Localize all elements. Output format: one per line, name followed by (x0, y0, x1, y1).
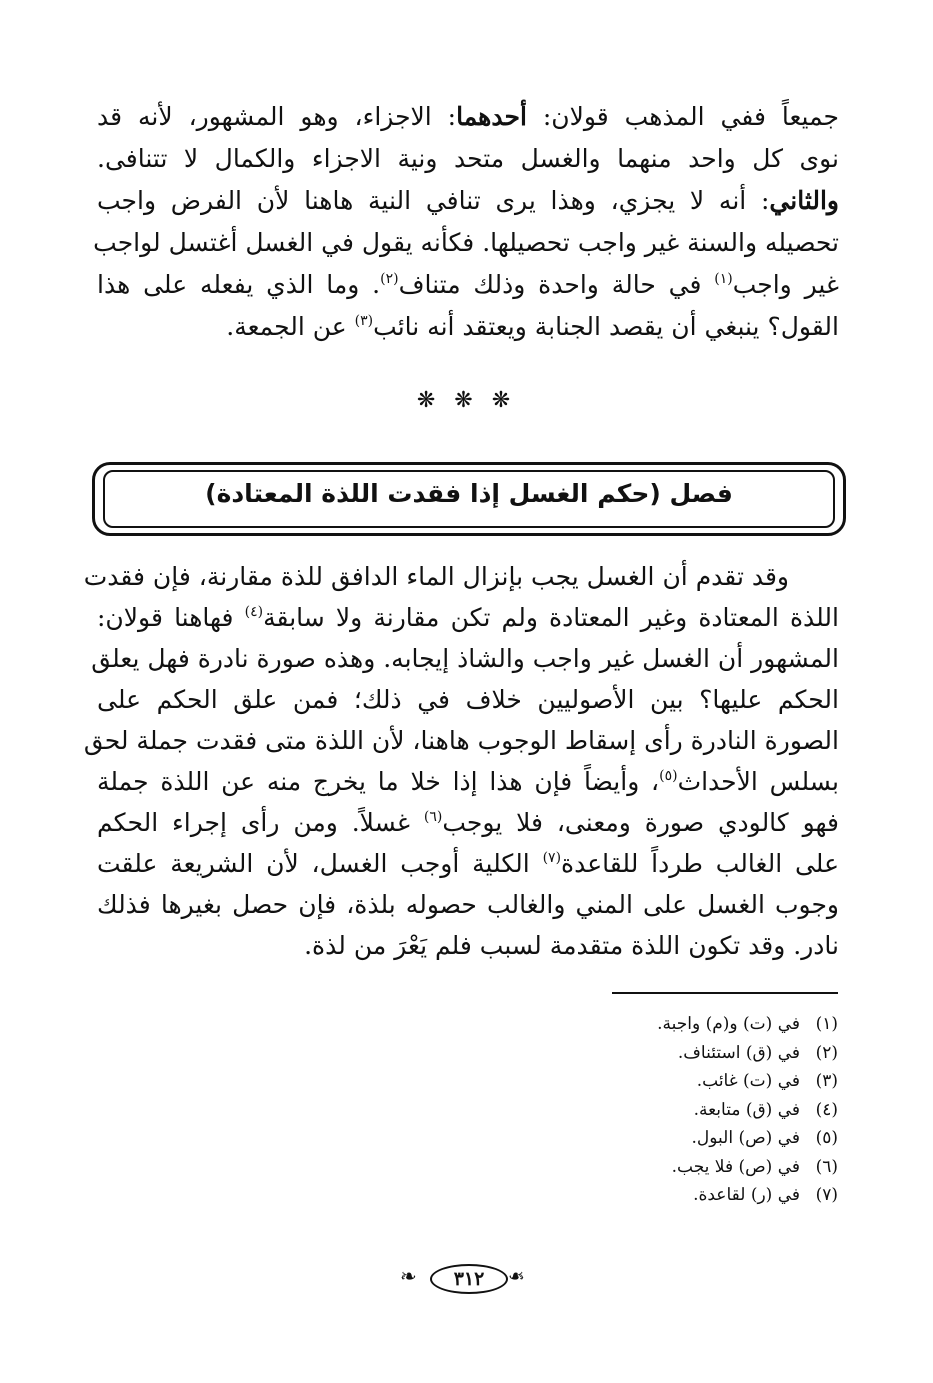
text-segment: وقد تقدم أن الغسل يجب بإنزال الماء الدافق للذة مقارنة، فإن فقدت (83, 562, 789, 591)
text-line (83, 720, 839, 761)
text-segment: اللذة المعتادة وغير المعتادة ولم تكن مقارنة ولا سابقة (263, 603, 839, 632)
text-segment: بسلس الأحداث (677, 767, 839, 796)
text-line (97, 679, 839, 720)
page-number: ٣١٢ (430, 1264, 508, 1294)
text-segment: فهاهنا قولان: (97, 603, 245, 632)
footnote (657, 1096, 838, 1125)
bold-term: أحدهما (456, 102, 527, 131)
footnote-divider (612, 992, 838, 994)
footnote-number: (٦) (815, 1156, 838, 1177)
text-segment: نادر. وقد تكون اللذة متقدمة لسبب فلم يَعْرَ من لذة. (304, 931, 839, 960)
footnote-text: في (ص) فلا يجب. (671, 1156, 800, 1177)
text-segment: . وما الذي يفعله على هذا (97, 270, 381, 299)
footnote-ref: (٥) (659, 768, 678, 784)
footnote-ref: (٦) (423, 809, 443, 825)
paragraph-1 (93, 96, 839, 348)
text-segment: : الاجزاء، وهو المشهور، لأنه قد (97, 102, 457, 131)
text-segment: وجوب الغسل على المني والغالب حصوله بلذة، فإن حصل بغيرها فذلك (97, 890, 839, 919)
footnote-text: في (ق) متابعة. (693, 1099, 800, 1120)
footnote-ref: (٤) (244, 604, 264, 620)
bold-term: والثاني (769, 186, 839, 215)
text-segment: المشهور أن الغسل غير واجب والشاذ إيجابه. وهذه صورة نادرة فهل يعلق (91, 644, 839, 673)
text-segment: الحكم عليها؟ بين الأصوليين خلاف في ذلك؛ فمن علق الحكم على (97, 685, 839, 714)
text-segment: في حالة واحدة وذلك متناف (398, 270, 715, 299)
text-segment: نوى كل واحد منهما والغسل متحد ونية الاجزاء والكمال لا تتنافى. (97, 144, 839, 173)
text-line (97, 264, 839, 306)
footnote-text: في (ق) استئناف. (677, 1042, 800, 1063)
footnote-ref: (١) (714, 271, 733, 287)
paragraph-2 (83, 556, 839, 966)
text-segment: فهو كالودي صورة ومعنى، فلا يوجب (442, 808, 839, 837)
text-line (97, 96, 839, 138)
text-line (97, 180, 839, 222)
footnote-text: في (ر) لقاعدة. (693, 1185, 800, 1205)
footnote (657, 1010, 838, 1039)
text-segment: جميعاً ففي المذهب قولان: (526, 102, 839, 131)
text-segment: الكلية أوجب الغسل، لأن الشريعة علقت (97, 849, 543, 878)
text-line (97, 884, 839, 925)
footnote (657, 1067, 838, 1096)
text-segment: : أنه لا يجزي، وهذا يرى تنافي النية هاهنا لأن الفرض واجب (97, 186, 770, 215)
text-segment: عن الجمعة. (226, 312, 355, 341)
footnote (657, 1181, 838, 1210)
footnote-number: (١) (815, 1014, 838, 1034)
text-segment: غسلاً. ومن رأى إجراء الحكم (97, 808, 424, 837)
section-heading-frame (92, 462, 846, 536)
text-line (93, 222, 839, 264)
footnote (657, 1039, 838, 1068)
text-segment: ، وأيضاً فإن هذا إذا خلا ما يخرج منه عن اللذة جملة (97, 767, 660, 796)
text-segment: على الغالب طرداً للقاعدة (561, 849, 839, 878)
footnote (657, 1153, 838, 1182)
footnote-number: (٧) (815, 1185, 838, 1205)
footnote-ref: (٧) (542, 850, 562, 866)
footnote-ref: (٣) (354, 313, 374, 329)
footnote (657, 1124, 838, 1153)
text-line (97, 138, 839, 180)
footnote-number: (٢) (815, 1042, 838, 1063)
text-segment: غير واجب (732, 270, 839, 299)
page-number-ornament (400, 1262, 535, 1294)
footnote-text: في (ص) البول. (691, 1128, 800, 1148)
text-line (97, 306, 839, 348)
separator-stars: ❋ ❋ ❋ (416, 388, 517, 413)
text-line (97, 597, 839, 638)
footnote-number: (٤) (815, 1099, 838, 1120)
footnote-text: في (ت) و(م) واجبة. (657, 1014, 800, 1034)
section-heading: فصل (حكم الغسل إذا فقدت اللذة المعتادة) (205, 479, 733, 508)
text-line (97, 761, 839, 802)
ornament-left-icon: ❧ (400, 1264, 417, 1288)
text-segment: تحصيله والسنة غير واجب تحصيلها. فكأنه يقول في الغسل أغتسل لواجب (93, 228, 839, 257)
footnote-number: (٥) (815, 1128, 838, 1148)
footnote-number: (٣) (815, 1071, 838, 1091)
footnotes (657, 1010, 838, 1210)
text-line (97, 925, 839, 966)
ornament-right-icon: ❧ (508, 1264, 525, 1288)
text-line (97, 802, 839, 843)
text-segment: الصورة النادرة رأى إسقاط الوجوب هاهنا، لأن اللذة متى فقدت جملة لحق (83, 726, 839, 755)
footnote-ref: (٢) (380, 271, 399, 287)
text-line (91, 638, 839, 679)
text-line (83, 556, 839, 597)
footnote-text: في (ت) غائب. (696, 1071, 800, 1091)
text-line (97, 843, 839, 884)
text-segment: القول؟ ينبغي أن يقصد الجنابة ويعتقد أنه نائب (373, 312, 839, 341)
